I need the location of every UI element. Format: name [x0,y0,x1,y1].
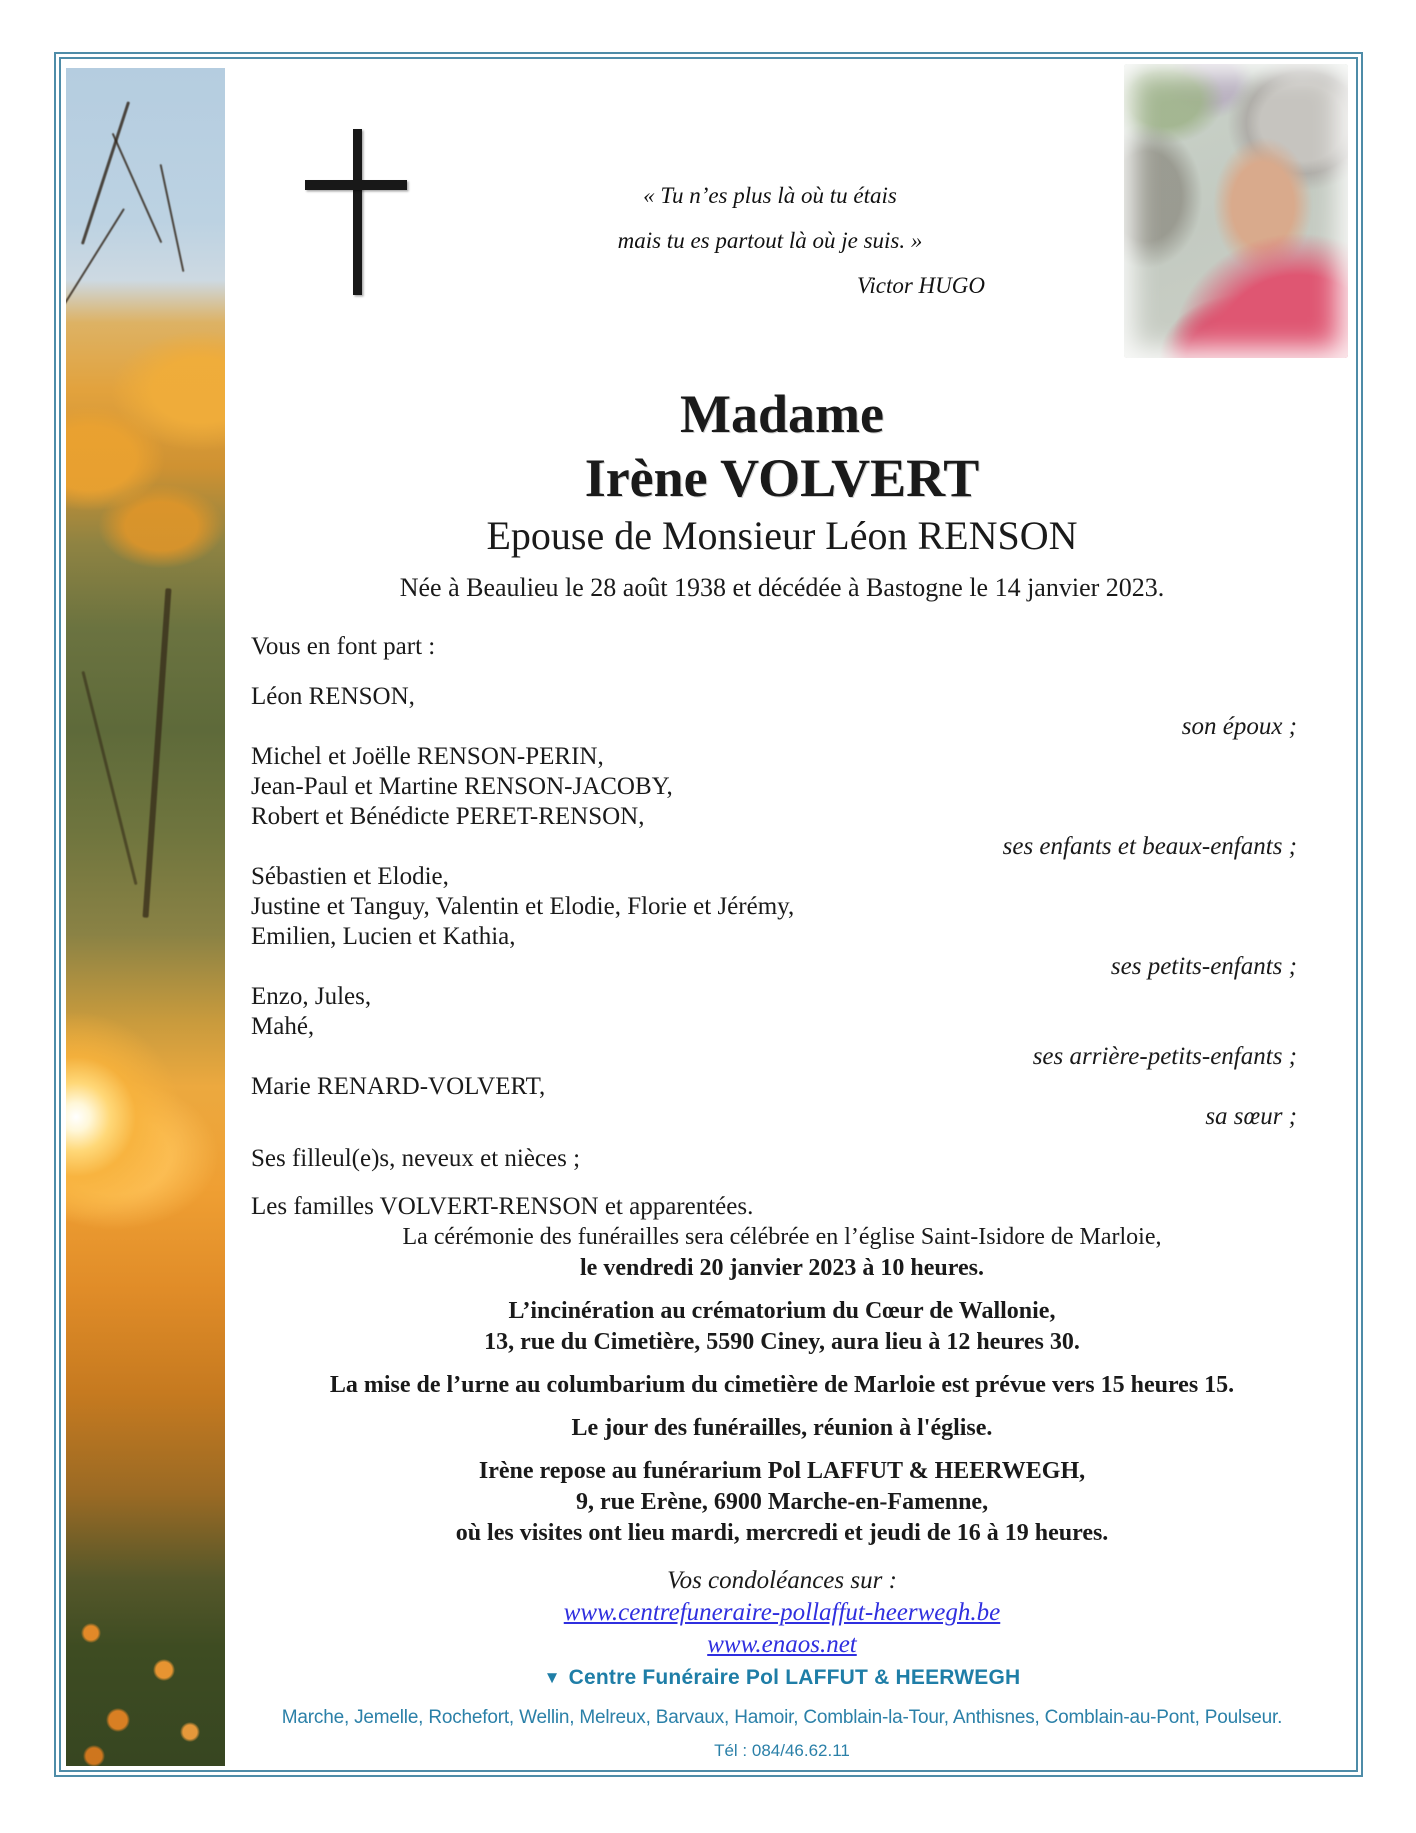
family-name-line: Marie RENARD-VOLVERT, [251,1073,546,1100]
relation-label: ses petits-enfants ; [1110,953,1297,980]
family-name-line: Michel et Joëlle RENSON-PERIN, [251,743,604,770]
spouse-line: Epouse de Monsieur Léon RENSON [486,513,1078,558]
tree-trunk-decor [142,588,171,918]
family-intro: Vous en font part : [251,633,436,660]
urn-line: La mise de l’urne au columbarium du cimetière de Marloie est prévue vers 15 heures 15. [329,1372,1235,1398]
deceased-title: Madame [680,384,884,444]
triangle-down-icon: ▼ [543,1668,561,1687]
relation-label: son époux ; [1181,713,1297,740]
funerarium-address-line: 9, rue Erène, 6900 Marche-en-Famenne, [575,1489,989,1515]
funeral-service-paragraph [225,1222,1339,1284]
family-name-line: Jean-Paul et Martine RENSON-JACOBY, [251,773,673,800]
godchildren-line: Ses filleul(e)s, neveux et nièces ; [251,1145,581,1172]
tree-trunk-decor [81,671,137,885]
family-name-line: Sébastien et Elodie, [251,863,449,890]
portrait-photo [1124,64,1348,358]
cremation-paragraph [225,1296,1339,1358]
funeral-home-banner [225,1665,1339,1692]
funeral-home-locations: Marche, Jemelle, Rochefort, Wellin, Melreux, Barvaux, Hamoir, Comblain-la-Tour, Anthisnes, Comblain-au-Pont, Poulseur. [281,1707,1283,1728]
cremation-line: L’incinération au crématorium du Cœur de Wallonie, [508,1298,1056,1324]
urn-paragraph [225,1370,1339,1401]
quote-line: « Tu n’es plus là où tu étais [643,183,897,208]
visits-line: où les visites ont lieu mardi, mercredi et jeudi de 16 à 19 heures. [455,1520,1109,1546]
meeting-line: Le jour des funérailles, réunion à l'église. [571,1415,993,1441]
memorial-quote [535,173,1005,308]
ceremony-date-line: le vendredi 20 janvier 2023 à 10 heures. [580,1255,984,1281]
life-dates-line: Née à Beaulieu le 28 août 1938 et décédée à Bastogne le 14 janvier 2023. [399,573,1165,602]
announcement-body [225,370,1339,1761]
funeral-home-phone: Tél : 084/46.62.11 [714,1741,850,1760]
quote-author: Victor HUGO [857,273,985,298]
meeting-paragraph [225,1413,1339,1444]
families-line: Les familles VOLVERT-RENSON et apparentées. [251,1193,754,1220]
ceremony-details [225,1222,1339,1549]
funerarium-line: Irène repose au funérarium Pol LAFFUT & HEERWEGH, [478,1458,1086,1484]
relation-label: ses enfants et beaux-enfants ; [1002,833,1297,860]
relation-label: ses arrière-petits-enfants ; [1032,1043,1297,1070]
family-name-line: Mahé, [251,1013,315,1040]
condolences-link-enaos[interactable]: www.enaos.net [707,1631,857,1658]
family-list [225,632,1339,1222]
branch-decor [160,164,185,272]
ceremony-intro-line: La cérémonie des funérailles sera célébrée en l’église Saint-Isidore de Marloie, [402,1224,1162,1250]
branch-decor [66,208,125,328]
family-name-line: Enzo, Jules, [251,983,372,1010]
relation-label: sa sœur ; [1205,1103,1297,1130]
branch-decor [81,101,130,245]
funerarium-paragraph [225,1456,1339,1549]
funeral-home-name: Centre Funéraire Pol LAFFUT & HEERWEGH [568,1666,1021,1689]
cremation-address-line: 13, rue du Cimetière, 5590 Ciney, aura lieu à 12 heures 30. [484,1329,1080,1355]
cross-icon [305,129,407,295]
branch-decor [112,133,163,243]
deceased-name: Irène VOLVERT [584,448,980,508]
family-name-line: Robert et Bénédicte PERET-RENSON, [251,803,645,830]
condolences-label: Vos condoléances sur : [667,1567,897,1594]
condolences-link-funeraire[interactable]: www.centrefuneraire-pollaffut-heerwegh.be [563,1599,1001,1626]
family-name-line: Emilien, Lucien et Kathia, [251,923,516,950]
autumn-trees-photo [66,68,225,1766]
family-name-line: Léon RENSON, [251,683,415,710]
family-name-line: Justine et Tanguy, Valentin et Elodie, Florie et Jérémy, [251,893,795,920]
quote-line: mais tu es partout là où je suis. » [617,228,923,253]
